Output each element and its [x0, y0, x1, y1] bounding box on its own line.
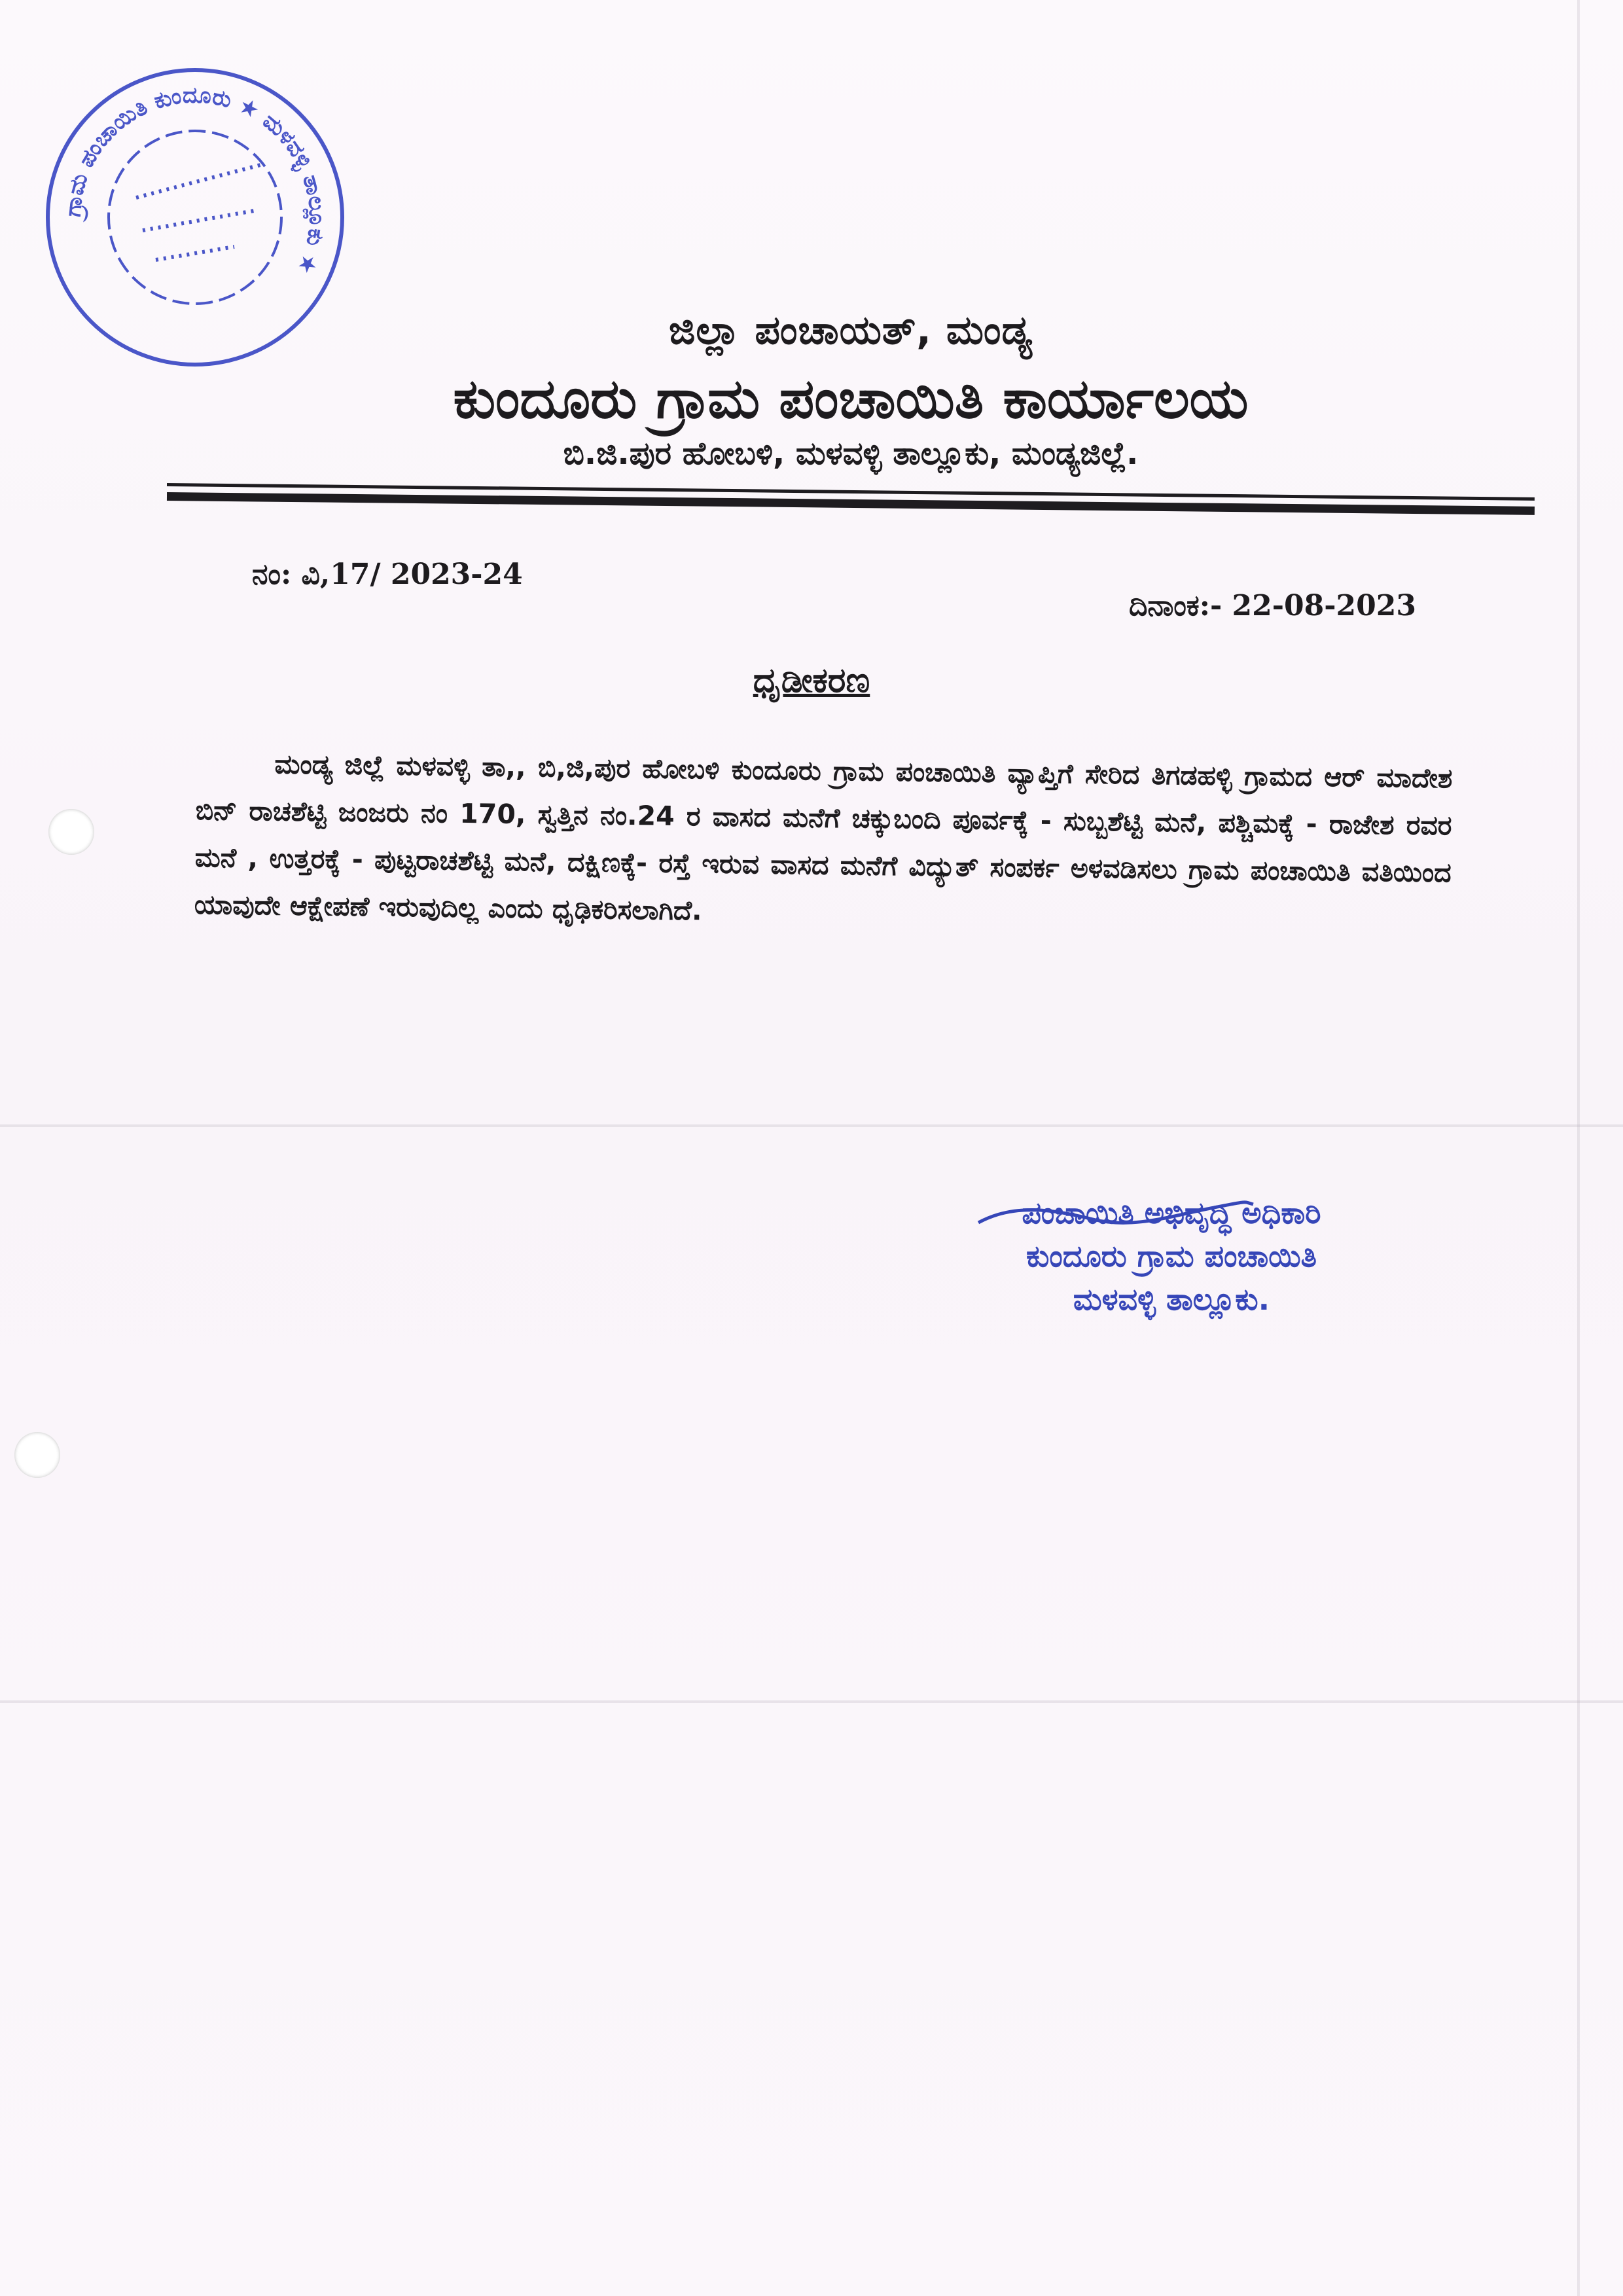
punch-hole	[48, 809, 94, 855]
punch-hole	[14, 1432, 60, 1478]
letter-body: ಮಂಡ್ಯ ಜಿಲ್ಲೆ ಮಳವಳ್ಳಿ ತಾ,, ಬಿ,ಜಿ,ಪುರ ಹೋಬಳಿ ಕುಂದೂರು ಗ್ರಾಮ ಪಂಚಾಯಿತಿ ವ್ಯಾಪ್ತಿಗೆ ಸೇರಿದ ತಿಗಡಹಳ್ಳಿ ಗ್ರಾಮದ ಆರ್ ಮಾದೇಶ ಬಿನ್ ರಾಚಶೆಟ್ಟಿ ಜಂಜರು ನಂ 170, ಸ್ವತ್ತಿನ ನಂ.24 ರ ವಾಸದ ಮನೆಗೆ ಚಕ್ಕುಬಂದಿ ಪೂರ್ವಕ್ಕೆ - ಸುಬ್ಬಶೆಟ್ಟಿ ಮನೆ, ಪಶ್ಚಿಮಕ್ಕೆ - ರಾಜೇಶ ರವರ ಮನೆ , ಉತ್ತರಕ್ಕೆ - ಪುಟ್ಟರಾಚಶೆಟ್ಟಿ ಮನೆ, ದಕ್ಷಿಣಕ್ಕೆ- ರಸ್ತೆ ಇರುವ ವಾಸದ ಮನೆಗೆ ವಿದ್ಯುತ್ ಸಂಪರ್ಕ ಅಳವಡಿಸಲು ಗ್ರಾಮ ಪಂಚಾಯಿತಿ ವತಿಯಿಂದ ಯಾವುದೇ ಆಕ್ಷೇಪಣೆ ಇರುವುದಿಲ್ಲ ಎಂದು ಧೃಢಿಕರಿಸಲಾಗಿದೆ.	[194, 748, 1453, 927]
signature-stamp	[942, 1191, 1400, 1321]
office-address: ಬಿ.ಜಿ.ಪುರ ಹೋಬಳಿ, ಮಳವಳ್ಳಿ ತಾಲ್ಲೂಕು, ಮಂಡ್ಯಜಿಲ್ಲೆ.	[563, 435, 1139, 472]
signature-stamp-line-3: ಮಳವಳ್ಳಿ ತಾಲ್ಲೂಕು.	[1073, 1282, 1270, 1317]
district-panchayat-heading: ಜಿಲ್ಲಾ ಪಂಚಾಯತ್, ಮಂಡ್ಯ	[669, 308, 1033, 353]
paper-fold-line	[0, 1124, 1623, 1127]
paper-fold-line	[0, 1700, 1623, 1703]
letter-date: ದಿನಾಂಕ:- 22-08-2023	[1129, 589, 1416, 622]
signature-stamp-line-1: ಪಂಚಾಯಿತಿ ಅಭಿವೃದ್ಧಿ ಅಧಿಕಾರಿ	[1022, 1195, 1321, 1230]
letter-subject: ಧೃಡೀಕರಣ	[753, 661, 870, 700]
office-title: ಕುಂದೂರು ಗ್ರಾಮ ಪಂಚಾಯಿತಿ ಕಾರ್ಯಾಲಯ	[453, 367, 1249, 431]
reference-number: ನಂ: ವಿ,17/ 2023-24	[252, 558, 523, 591]
seal-text: ಗ್ರಾಮ ಪಂಚಾಯಿತಿ ಕುಂದೂರು ★ ಮಳವಳ್ಳಿ ತಾಲ್ಲೂಕು ★	[60, 82, 330, 279]
svg-text:ಗ್ರಾಮ ಪಂಚಾಯಿತಿ ಕುಂದೂರು ★ ಮಳವಳ್	[60, 82, 330, 279]
signature-stamp-line-2: ಕುಂದೂರು ಗ್ರಾಮ ಪಂಚಾಯಿತಿ	[1026, 1238, 1317, 1274]
